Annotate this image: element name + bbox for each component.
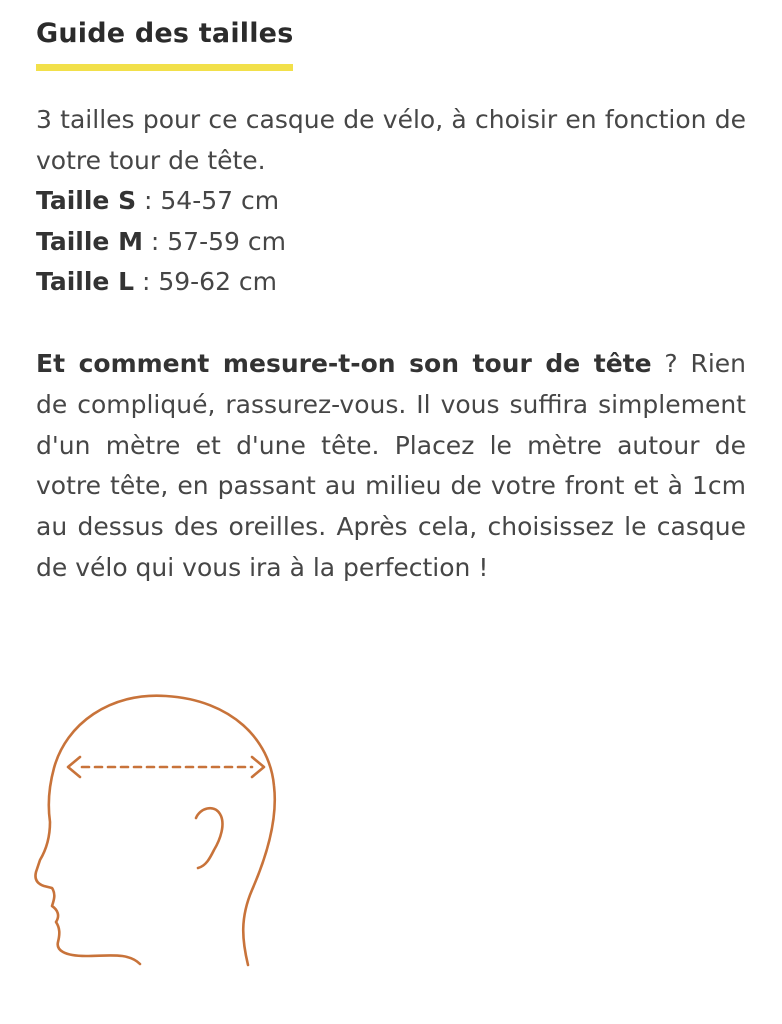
size-value: 54-57 cm [160, 186, 280, 215]
size-value: 59-62 cm [158, 267, 278, 296]
intro-text: 3 tailles pour ce casque de vélo, à choisir en fonction de votre tour de tête. [36, 105, 746, 175]
page-title: Guide des tailles [36, 14, 293, 71]
size-item-m [36, 222, 746, 263]
measure-text [36, 344, 746, 589]
measure-question: Et comment mesure-t-on son tour de tête [36, 349, 652, 378]
size-item-l [36, 262, 746, 303]
size-list [36, 181, 746, 303]
size-separator: : [136, 186, 161, 215]
size-separator: : [142, 226, 168, 256]
measure-body: Rien de compliqué, rassurez-vous. Il vous suffira simplement d'un mètre et d'une tête. Placez le mètre autour de votre tête, en passant au milieu de votre front et à 1cm au dessus des oreilles. Après cela, choisissez le casque de vélo qui vous ira à la perfection ! [36, 349, 746, 582]
size-item-s [36, 181, 746, 222]
measure-question-mark: ? [651, 349, 678, 378]
size-label: Taille M [36, 226, 143, 256]
head-measurement-icon [30, 690, 280, 975]
size-value: 57-59 cm [167, 226, 286, 256]
size-label: Taille S [36, 186, 137, 215]
title-wrap [36, 14, 293, 71]
size-label: Taille L [36, 267, 134, 296]
size-separator: : [134, 267, 159, 296]
